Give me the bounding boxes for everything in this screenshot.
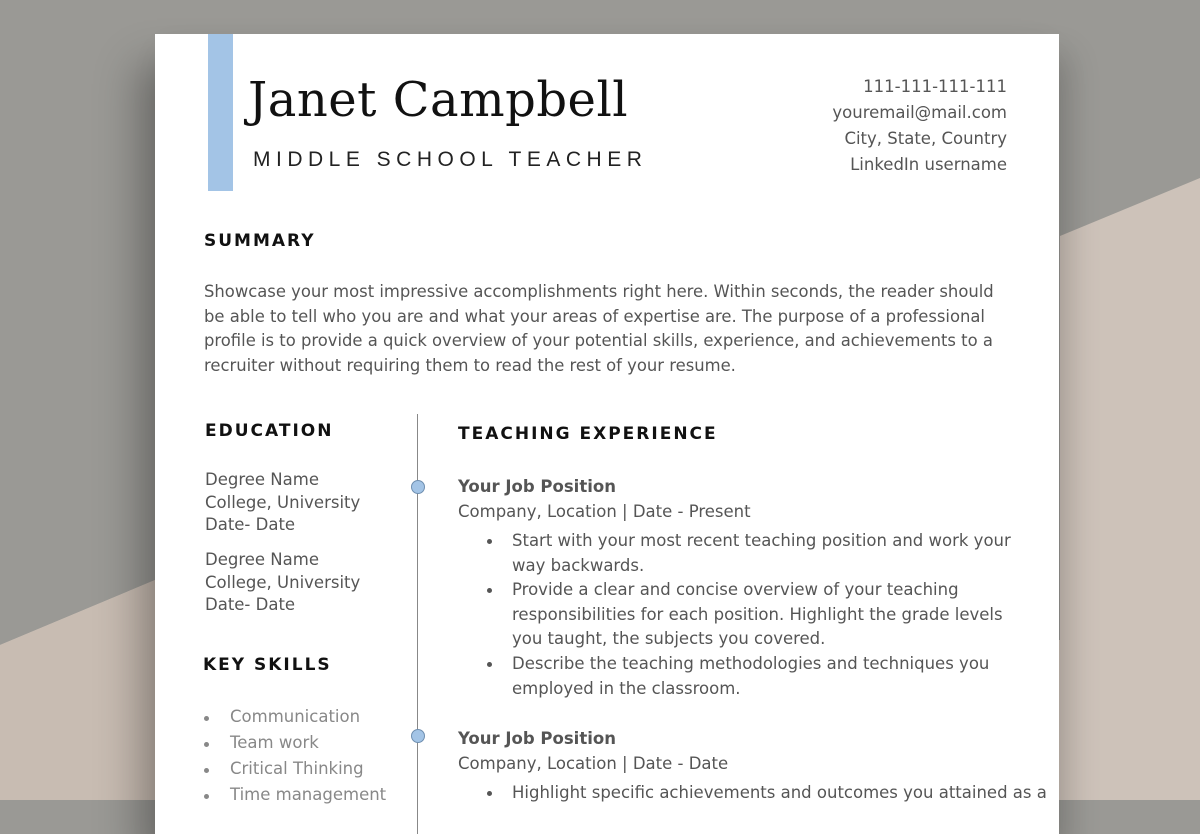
skill-item: Time management [200,782,386,808]
education-heading: EDUCATION [205,421,334,441]
contact-phone: 111-111-111-111 [863,77,1007,96]
job-entry [458,726,1047,806]
education-entry [205,469,360,537]
job-bullet: Provide a clear and concise overview of your teaching responsibilities for each position. Highlight the grade levels you taught, the subjects you covered. [458,578,1018,652]
job-bullet: Highlight specific achievements and outcomes you attained as a [458,781,1018,806]
contact-info [832,74,1007,178]
skill-item: Critical Thinking [200,756,386,782]
skills-list [200,704,386,808]
skills-heading: KEY SKILLS [203,655,332,675]
job-bullets [458,529,1018,701]
job-bullet: Start with your most recent teaching position and work your way backwards. [458,529,1018,578]
accent-bar [208,34,233,191]
contact-email: youremail@mail.com [832,103,1007,122]
job-meta: Company, Location | Date - Date [458,754,729,773]
summary-heading: SUMMARY [204,231,316,251]
job-bullet: Describe the teaching methodologies and techniques you employed in the classroom. [458,652,1018,701]
degree-name: Degree Name [205,470,319,489]
skill-item: Communication [200,704,386,730]
resume-page [155,34,1059,834]
candidate-title: MIDDLE SCHOOL TEACHER [253,148,648,171]
job-entry [458,474,1018,701]
education-entry [205,549,360,617]
summary-text: Showcase your most impressive accomplishments right here. Within seconds, the reader should be able to tell who you are and what your areas of expertise are. The purpose of a professional profile is to provide a quick overview of your potential skills, experience, and achievements to a recruiter without requiring them to read the rest of your resume. [204,282,994,375]
candidate-name: Janet Campbell [248,72,629,128]
job-meta: Company, Location | Date - Present [458,502,751,521]
timeline-dot [411,729,425,743]
skill-item: Team work [200,730,386,756]
education-dates: Date- Date [205,595,296,615]
timeline-line [417,414,418,834]
contact-location: City, State, Country [844,129,1007,148]
timeline-dot [411,480,425,494]
job-position: Your Job Position [458,477,616,496]
job-position: Your Job Position [458,729,616,748]
degree-name: Degree Name [205,550,319,569]
school-name: College, University [205,572,361,592]
education-dates: Date- Date [205,515,296,535]
contact-linkedin: LinkedIn username [850,155,1007,174]
school-name: College, University [205,492,361,512]
job-bullets [458,781,1047,806]
experience-heading: TEACHING EXPERIENCE [458,424,718,444]
